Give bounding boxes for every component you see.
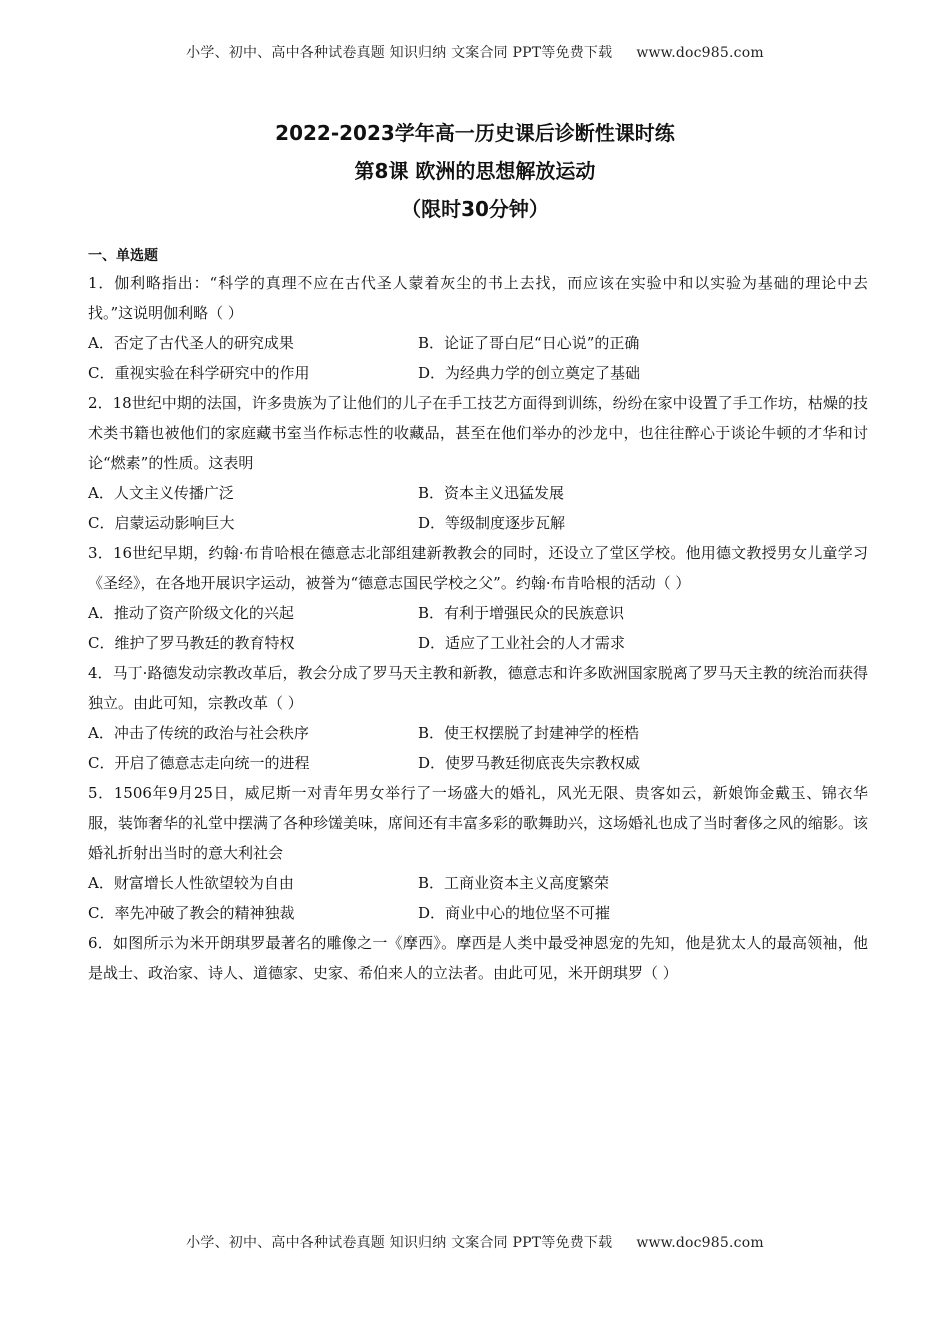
- question-stem: 5．1506年9月25日，威尼斯一对青年男女举行了一场盛大的婚礼，风光无限、贵客如云，新娘饰金戴玉、锦衣华服，装饰奢华的礼堂中摆满了各种珍馐美味，席间还有丰富多彩的歌舞助兴，这场婚礼也成了当时奢侈之风的缩影。该婚礼折射出当时的意大利社会: [88, 784, 869, 862]
- footer-text: 小学、初中、高中各种试卷真题 知识归纳 文案合同 PPT等免费下载: [186, 1235, 613, 1251]
- option-group: [88, 328, 868, 388]
- option-b: B．有利于增强民众的民族意识: [418, 604, 625, 622]
- question-stem: 4．马丁·路德发动宗教改革后，教会分成了罗马天主教和新教，德意志和许多欧洲国家脱离了罗马天主教的统治而获得独立。由此可知，宗教改革（ ）: [88, 664, 868, 712]
- option-group: [88, 868, 868, 928]
- option-b: B．工商业资本主义高度繁荣: [418, 874, 610, 892]
- option-c: C．率先冲破了教会的精神独裁: [88, 904, 295, 922]
- option-c: C．维护了罗马教廷的教育特权: [88, 634, 295, 652]
- page-footer: [0, 1232, 950, 1252]
- option-b: B．论证了哥白尼“日心说”的正确: [418, 334, 640, 352]
- question-4: [88, 658, 868, 778]
- option-a: A．人文主义传播广泛: [88, 484, 234, 502]
- title-line-2: 第8课 欧洲的思想解放运动: [354, 159, 596, 183]
- question-3: [88, 538, 868, 658]
- question-stem: 2．18世纪中期的法国，许多贵族为了让他们的儿子在手工技艺方面得到训练，纷纷在家中设置了手工作坊，枯燥的技术类书籍也被他们的家庭藏书室当作标志性的收藏品，甚至在他们举办的沙龙中，也往往醉心于谈论牛顿的才华和讨论“燃素”的性质。这表明: [88, 394, 868, 472]
- option-d: D．为经典力学的创立奠定了基础: [418, 364, 641, 382]
- question-2: [88, 388, 868, 538]
- option-c: C．启蒙运动影响巨大: [88, 514, 235, 532]
- option-group: [88, 718, 868, 778]
- option-a: A．推动了资产阶级文化的兴起: [88, 604, 294, 622]
- option-group: [88, 598, 868, 658]
- document-title: [0, 114, 950, 228]
- option-b: B．使王权摆脱了封建神学的桎梏: [418, 724, 640, 742]
- option-c: C．重视实验在科学研究中的作用: [88, 364, 310, 382]
- question-stem: 1．伽利略指出：“科学的真理不应在古代圣人蒙着灰尘的书上去找，而应该在实验中和以实验为基础的理论中去找。”这说明伽利略（ ）: [88, 274, 868, 322]
- option-d: D．等级制度逐步瓦解: [418, 514, 566, 532]
- question-stem: 6．如图所示为米开朗琪罗最著名的雕像之一《摩西》。摩西是人类中最受神恩宠的先知，他是犹太人的最高领袖，他是战士、政治家、诗人、道德家、史家、希伯来人的立法者。由此可见，米开朗琪罗（ ）: [88, 934, 868, 982]
- section-heading: 一、单选题: [88, 248, 158, 264]
- title-line-1: 2022-2023学年高一历史课后诊断性课时练: [275, 121, 675, 145]
- header-site-link[interactable]: www.doc985.com: [636, 45, 764, 61]
- option-a: A．冲击了传统的政治与社会秩序: [88, 724, 309, 742]
- option-d: D．商业中心的地位坚不可摧: [418, 904, 611, 922]
- header-text: 小学、初中、高中各种试卷真题 知识归纳 文案合同 PPT等免费下载: [186, 45, 613, 61]
- question-5: [88, 778, 868, 928]
- question-list: [88, 244, 868, 988]
- page-header: [0, 42, 950, 62]
- option-b: B．资本主义迅猛发展: [418, 484, 565, 502]
- question-6: [88, 928, 868, 988]
- option-a: A．否定了古代圣人的研究成果: [88, 334, 294, 352]
- option-a: A．财富增长人性欲望较为自由: [88, 874, 294, 892]
- footer-site-link[interactable]: www.doc985.com: [636, 1235, 764, 1251]
- option-d: D．使罗马教廷彻底丧失宗教权威: [418, 754, 641, 772]
- option-c: C．开启了德意志走向统一的进程: [88, 754, 310, 772]
- title-line-3: （限时30分钟）: [401, 197, 549, 221]
- question-stem: 3．16世纪早期，约翰·布肯哈根在德意志北部组建新教教会的同时，还设立了堂区学校。他用德文教授男女儿童学习《圣经》，在各地开展识字运动，被誉为“德意志国民学校之父”。约翰·布肯哈根的活动（ ）: [88, 544, 868, 592]
- option-d: D．适应了工业社会的人才需求: [418, 634, 626, 652]
- option-group: [88, 478, 868, 538]
- question-1: [88, 268, 868, 388]
